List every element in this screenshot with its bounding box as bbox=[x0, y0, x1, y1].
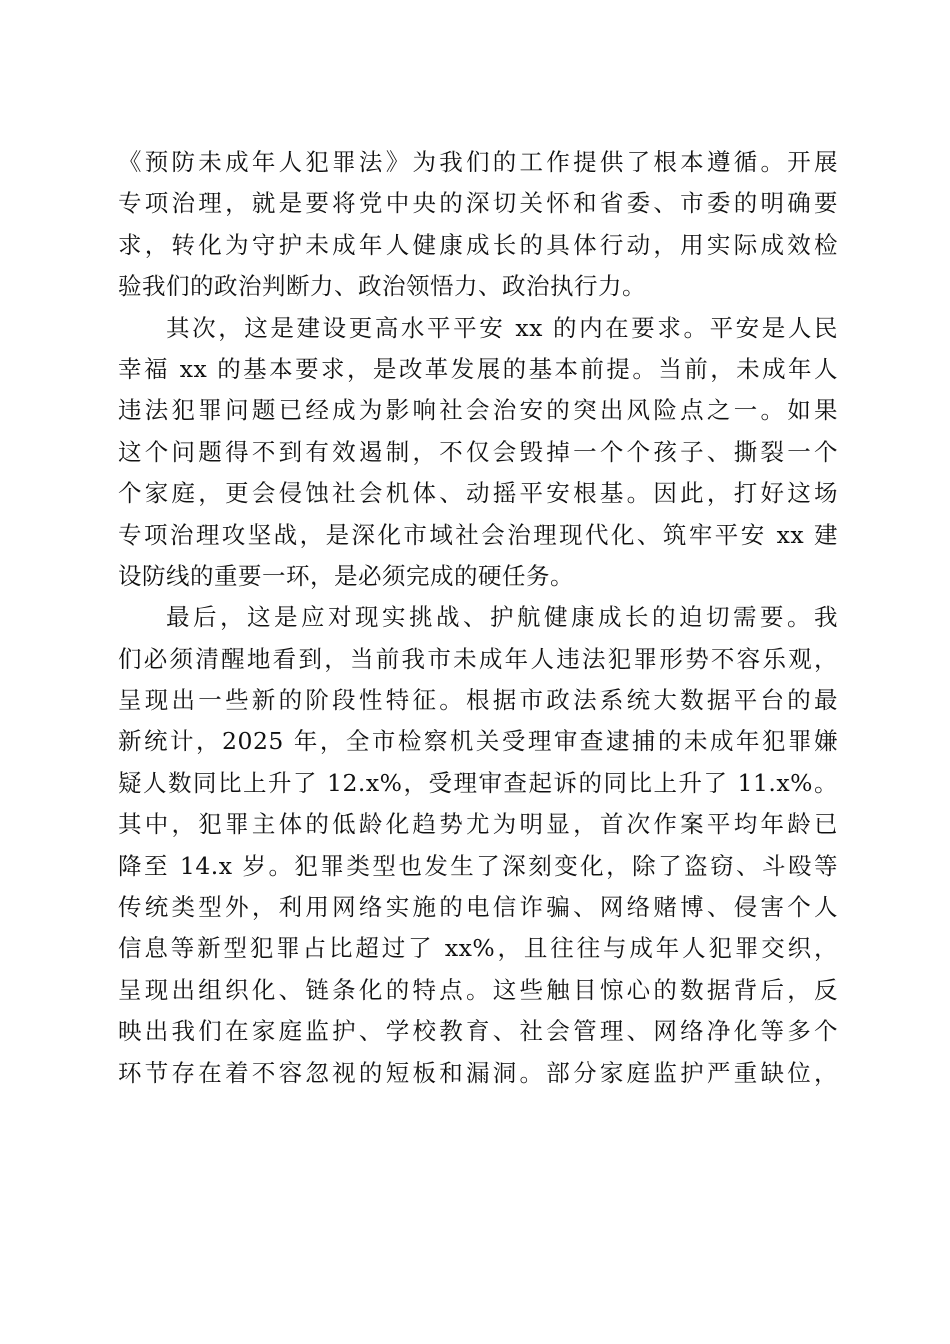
body-line: 幸福 xx 的基本要求，是改革发展的基本前提。当前，未成年人 bbox=[118, 354, 838, 383]
body-line: 呈现出一些新的阶段性特征。根据市政法系统大数据平台的最 bbox=[118, 686, 838, 715]
body-line: 新统计，2025 年，全市检察机关受理审查逮捕的未成年犯罪嫌 bbox=[118, 727, 838, 756]
body-line: 信息等新型犯罪占比超过了 xx%，且往往与成年人犯罪交织， bbox=[118, 934, 838, 963]
body-line: 《预防未成年人犯罪法》为我们的工作提供了根本遵循。开展 bbox=[118, 148, 838, 176]
paragraph-start-line: 最后，这是应对现实挑战、护航健康成长的迫切需要。我 bbox=[166, 603, 838, 632]
body-line: 降至 14.x 岁。犯罪类型也发生了深刻变化，除了盗窃、斗殴等 bbox=[118, 851, 838, 880]
body-line: 环节存在着不容忽视的短板和漏洞。部分家庭监护严重缺位， bbox=[118, 1058, 838, 1087]
body-line: 传统类型外，利用网络实施的电信诈骗、网络赌博、侵害个人 bbox=[118, 893, 838, 922]
paragraph-start-line: 其次，这是建设更高水平平安 xx 的内在要求。平安是人民 bbox=[166, 313, 838, 342]
body-line: 这个问题得不到有效遏制，不仅会毁掉一个个孩子、撕裂一个 bbox=[118, 437, 838, 466]
body-line: 求，转化为守护未成年人健康成长的具体行动，用实际成效检 bbox=[118, 230, 838, 259]
body-line: 个家庭，更会侵蚀社会机体、动摇平安根基。因此，打好这场 bbox=[118, 479, 838, 508]
body-line: 专项治理，就是要将党中央的深切关怀和省委、市委的明确要 bbox=[118, 189, 838, 218]
body-line: 疑人数同比上升了 12.x%，受理审查起诉的同比上升了 11.x%。 bbox=[118, 768, 838, 797]
document-body bbox=[118, 142, 838, 1094]
body-line: 违法犯罪问题已经成为影响社会治安的突出风险点之一。如果 bbox=[118, 396, 838, 425]
body-line: 验我们的政治判断力、政治领悟力、政治执行力。 bbox=[118, 272, 646, 301]
body-line: 其中，犯罪主体的低龄化趋势尤为明显，首次作案平均年龄已 bbox=[118, 810, 838, 839]
body-line: 映出我们在家庭监护、学校教育、社会管理、网络净化等多个 bbox=[118, 1017, 838, 1046]
body-line: 们必须清醒地看到，当前我市未成年人违法犯罪形势不容乐观， bbox=[118, 644, 838, 673]
body-line: 专项治理攻坚战，是深化市域社会治理现代化、筑牢平安 xx 建 bbox=[118, 520, 838, 549]
body-line: 设防线的重要一环，是必须完成的硬任务。 bbox=[118, 561, 574, 590]
body-line: 呈现出组织化、链条化的特点。这些触目惊心的数据背后，反 bbox=[118, 975, 838, 1004]
